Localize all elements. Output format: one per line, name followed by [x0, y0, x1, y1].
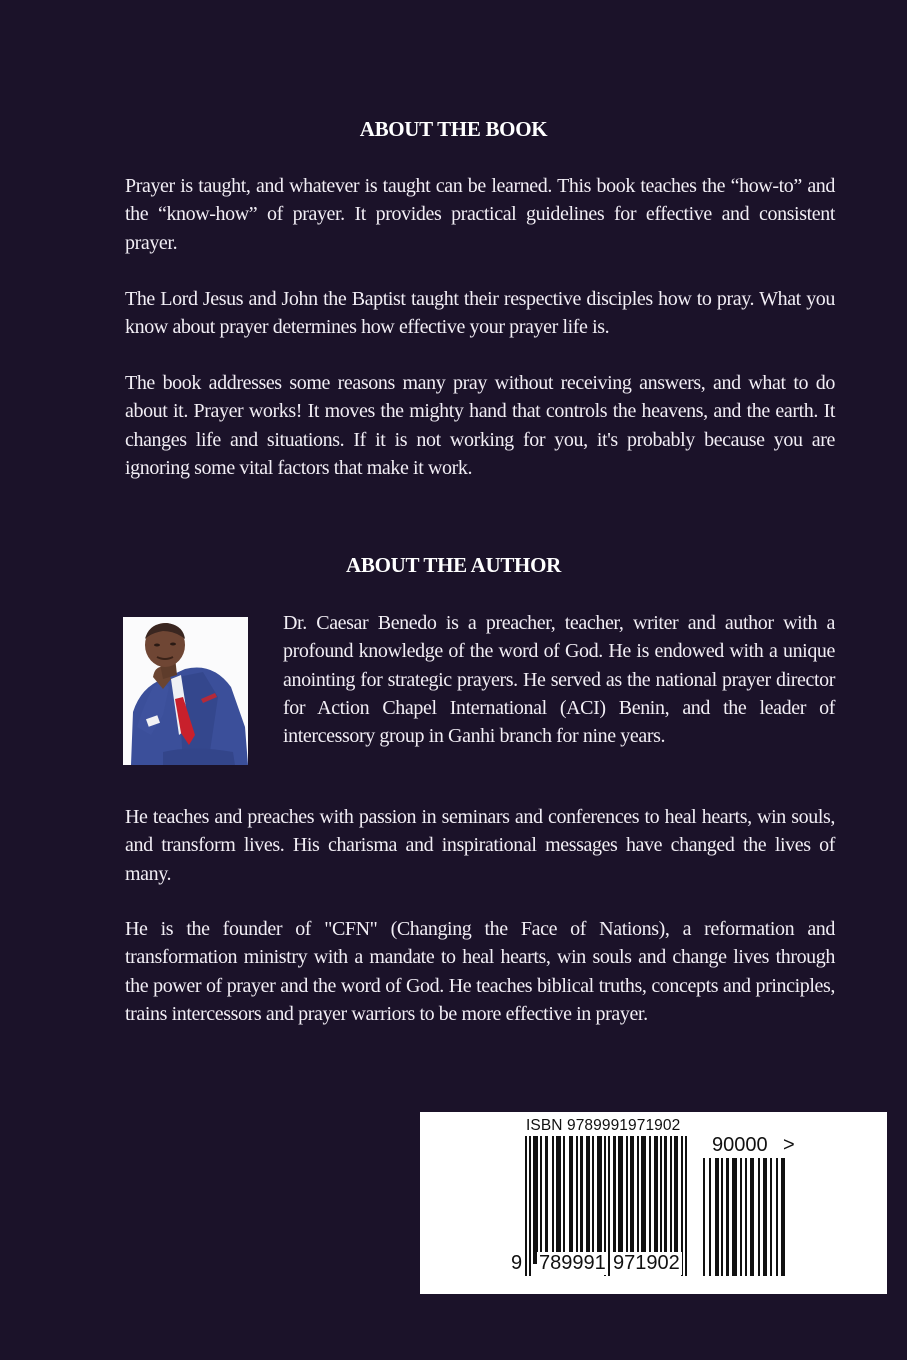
price-code: 90000	[712, 1134, 768, 1156]
about-author-paragraph-2: He teaches and preaches with passion in seminars and conferences to heal hearts, win souls, and transform lives. His charisma and inspirational messages have changed the lives of many.	[125, 806, 835, 885]
about-author-paragraph-3: He is the founder of "CFN" (Changing the Face of Nations), a reformation and transformation ministry with a mandate to heal hearts, win souls and change lives through the power of prayer and the word of God. He teaches biblical truths, concepts and principles, trains intercessors and prayer warriors to be more effective in prayer.	[125, 918, 835, 1025]
about-author-heading: ABOUT THE AUTHOR	[346, 553, 561, 577]
about-book-paragraph-3: The book addresses some reasons many pray without receiving answers, and what to do about it. Prayer works! It moves the mighty hand that controls the heavens, and the earth. It changes life and situations. If it is not working for you, it's probably because you are ignoring some vital factors that make it work.	[125, 372, 835, 479]
price-addon-barcode-icon	[703, 1158, 785, 1276]
ean-leading-digit: 9	[511, 1252, 523, 1274]
about-book-paragraph-1: Prayer is taught, and whatever is taught can be learned. This book teaches the “how-to” and the “know-how” of prayer. It provides practical guidelines for effective and consistent prayer.	[125, 175, 835, 254]
author-photo	[123, 617, 248, 765]
ean-left-digits: 789991	[539, 1252, 606, 1274]
isbn-barcode	[420, 1112, 887, 1294]
about-book-heading: ABOUT THE BOOK	[359, 117, 548, 141]
isbn-label: ISBN 9789991971902	[526, 1117, 681, 1134]
about-author-paragraph-1: Dr. Caesar Benedo is a preacher, teacher, writer and author with a profound knowledge of the word of God. He is endowed with a unique anointing for strategic prayers. He served as the national prayer director for Action Chapel International (ACI) Benin, and the leader of intercessory group in Ganhi branch for nine years.	[283, 612, 835, 748]
author-portrait-icon	[123, 617, 248, 765]
about-book-paragraph-2: The Lord Jesus and John the Baptist taught their respective disciples how to pray. What you know about prayer determines how effective your prayer life is.	[125, 288, 835, 339]
quiet-zone-arrow: >	[783, 1134, 795, 1156]
ean-right-digits: 971902	[613, 1252, 680, 1274]
